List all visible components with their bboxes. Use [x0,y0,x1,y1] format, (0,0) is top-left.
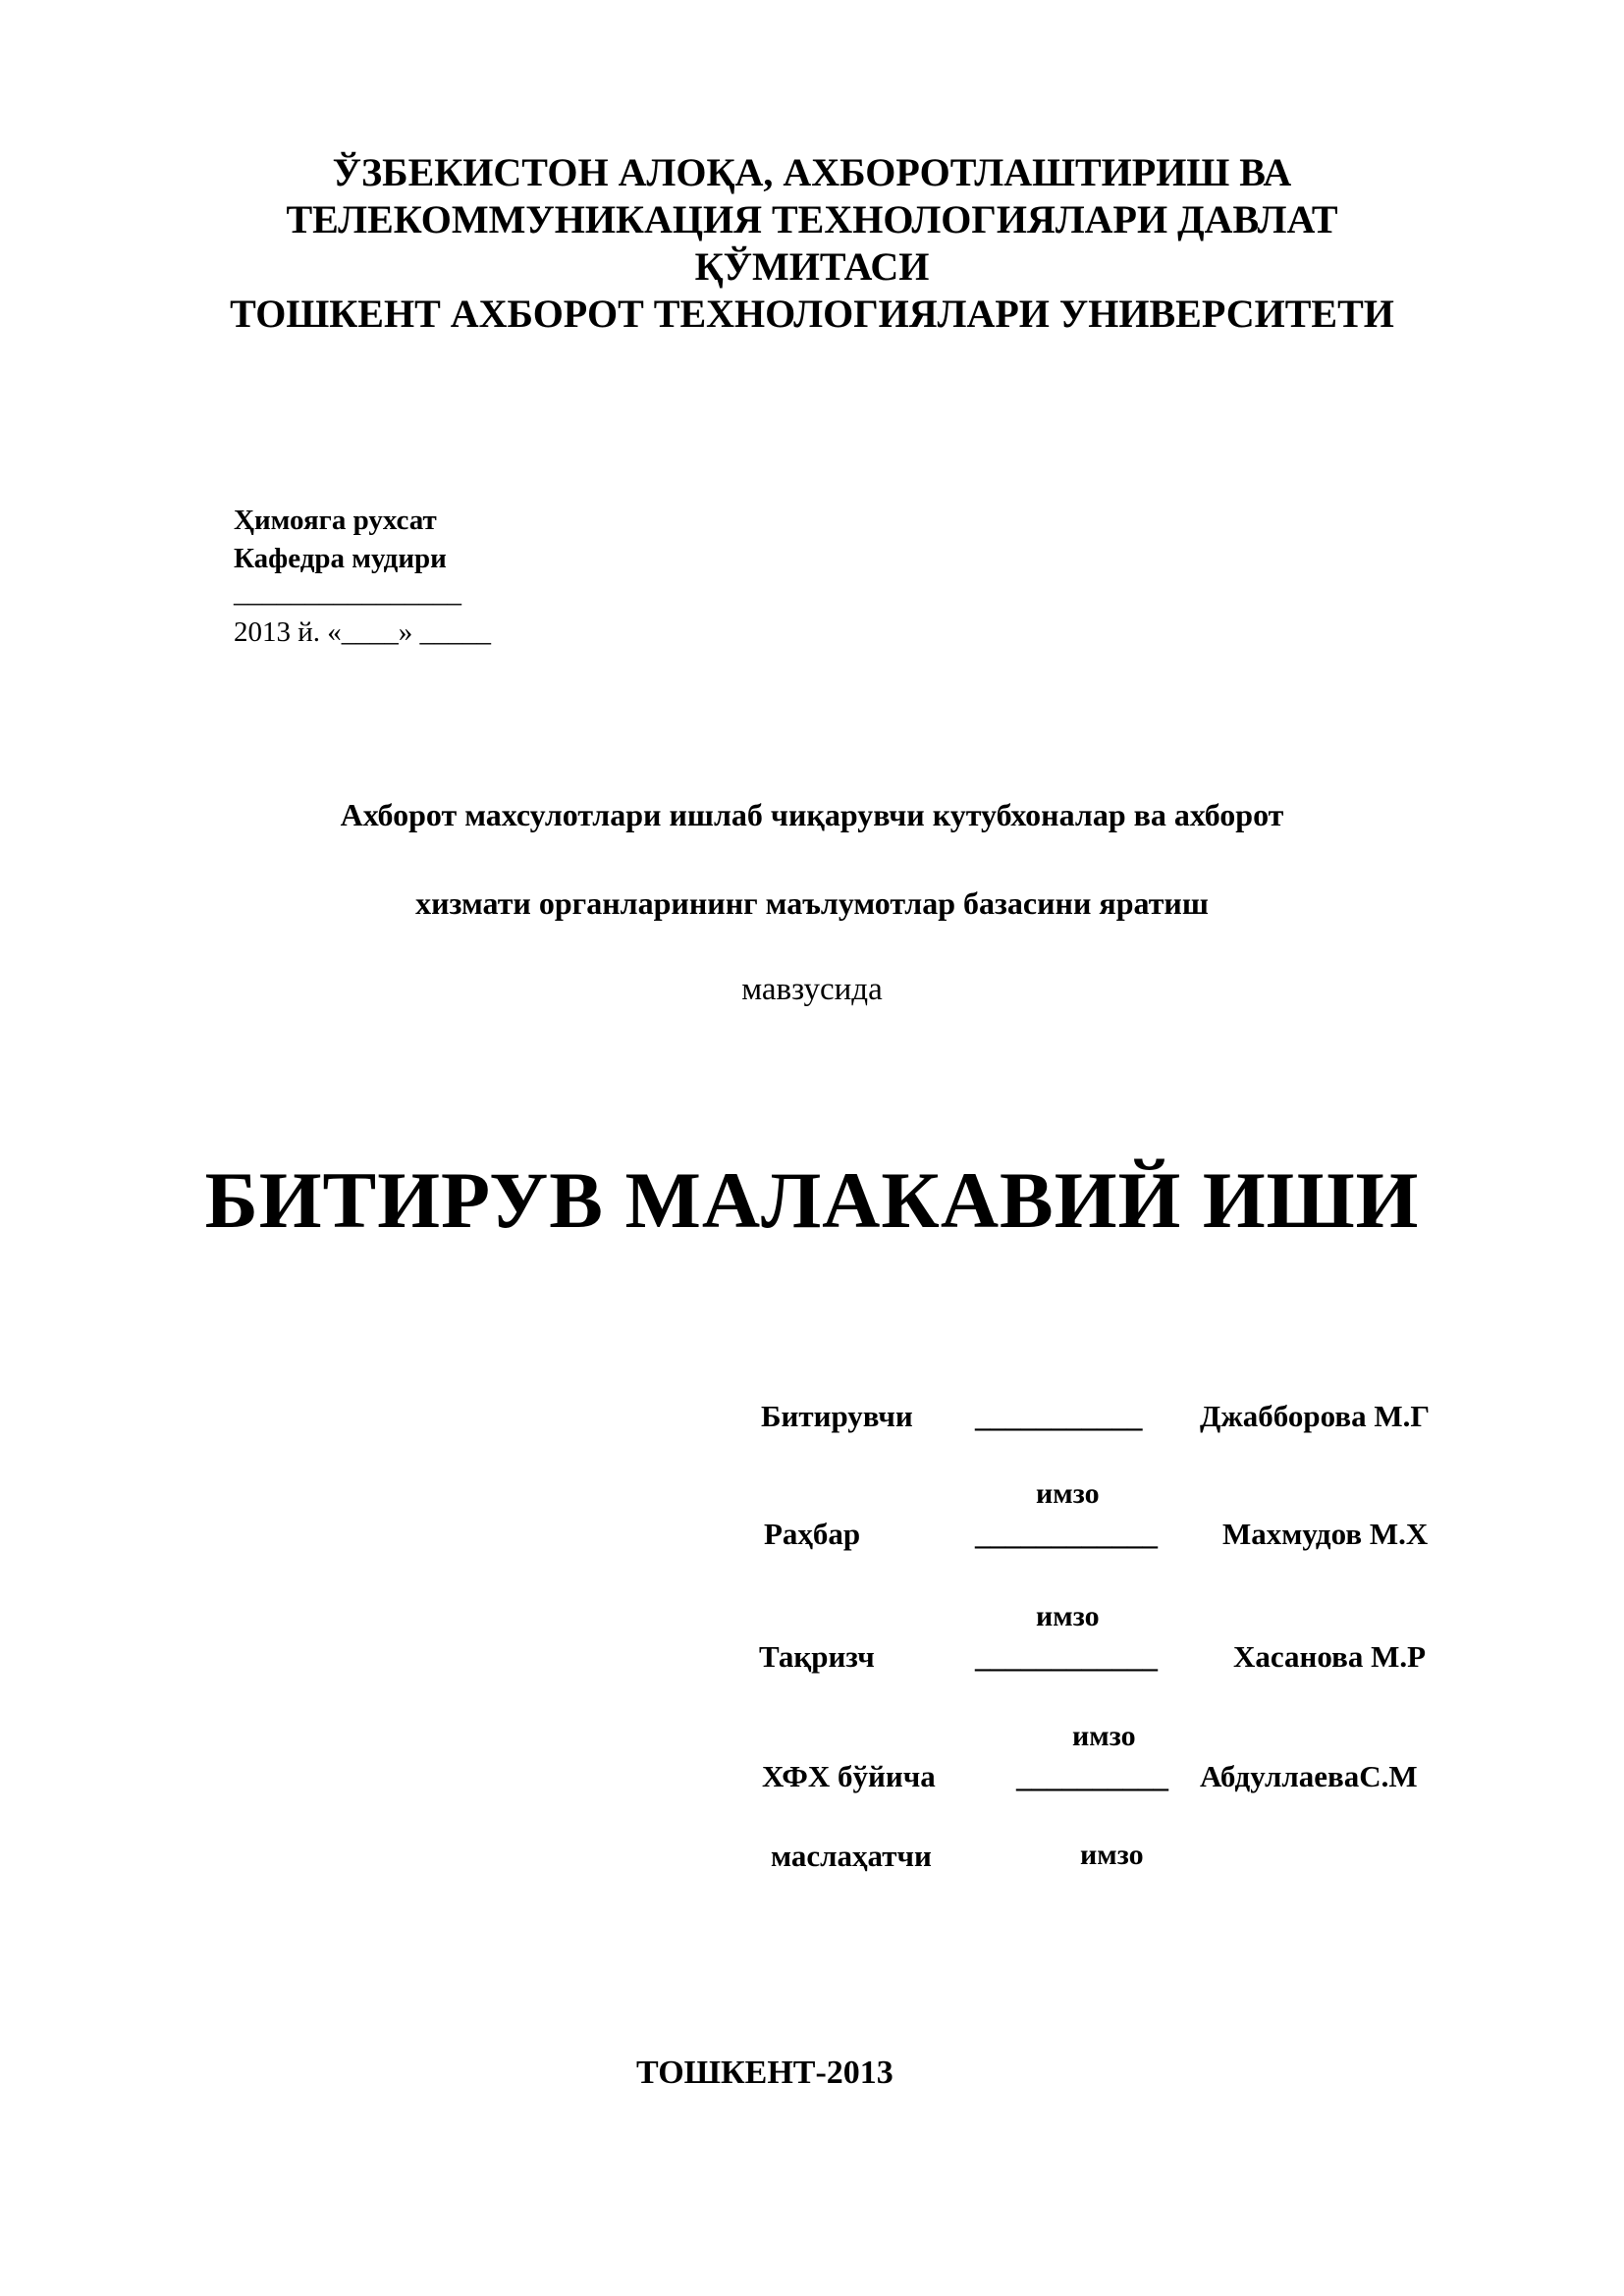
reviewer-name: Хасанова М.Р [1233,1639,1427,1674]
reviewer-imzo-label: имзо [1072,1720,1136,1752]
reviewer-signature-line: ____________ [975,1639,1158,1674]
approval-signature-line: ________________ [234,577,461,609]
safety-imzo-label: имзо [1080,1839,1144,1871]
graduate-name: Джабборова М.Г [1200,1399,1431,1433]
city-year: ТОШКЕНТ-2013 [636,2055,893,2091]
safety-signature-line: __________ [1016,1759,1168,1793]
supervisor-imzo-label: имзо [1036,1600,1100,1632]
supervisor-name: Махмудов М.Х [1222,1517,1429,1551]
safety-consultant-name: АбдуллаеваС.М [1200,1759,1418,1793]
supervisor-label: Раҳбар [764,1517,861,1551]
topic-line-1: Ахборот махсулотлари ишлаб чиқарувчи кутубхоналар ва ахборот [340,797,1284,832]
safety-consultant-label: ХФХ бўйича [762,1759,936,1793]
reviewer-label: Тақризч [759,1639,875,1674]
approval-label: Ҳимояга рухсат [234,505,437,536]
graduate-label: Битирувчи [761,1399,913,1433]
header-line-3: ҚЎМИТАСИ [694,244,930,289]
safety-consultant-label-2: маслаҳатчи [771,1839,932,1873]
graduate-signature-line: ___________ [975,1399,1143,1433]
header-line-1: ЎЗБЕКИСТОН АЛОҚА, АХБОРОТЛАШТИРИШ ВА [332,150,1292,194]
header-line-4: ТОШКЕНТ АХБОРОТ ТЕХНОЛОГИЯЛАРИ УНИВЕРСИТЕТИ [230,292,1394,336]
department-head-label: Кафедра мудири [234,543,447,574]
topic-line-2: хизмати органларининг маълумотлар базасини яратиш [415,885,1209,921]
header-line-2: ТЕЛЕКОММУНИКАЦИЯ ТЕХНОЛОГИЯЛАРИ ДАВЛАТ [286,197,1338,241]
graduate-imzo-label: имзо [1036,1477,1100,1510]
supervisor-signature-line: ____________ [975,1517,1158,1551]
document-title: БИТИРУВ МАЛАКАВИЙ ИШИ [204,1155,1420,1245]
approval-date: 2013 й. «____» _____ [234,616,492,648]
topic-suffix: мавзусида [741,972,883,1007]
